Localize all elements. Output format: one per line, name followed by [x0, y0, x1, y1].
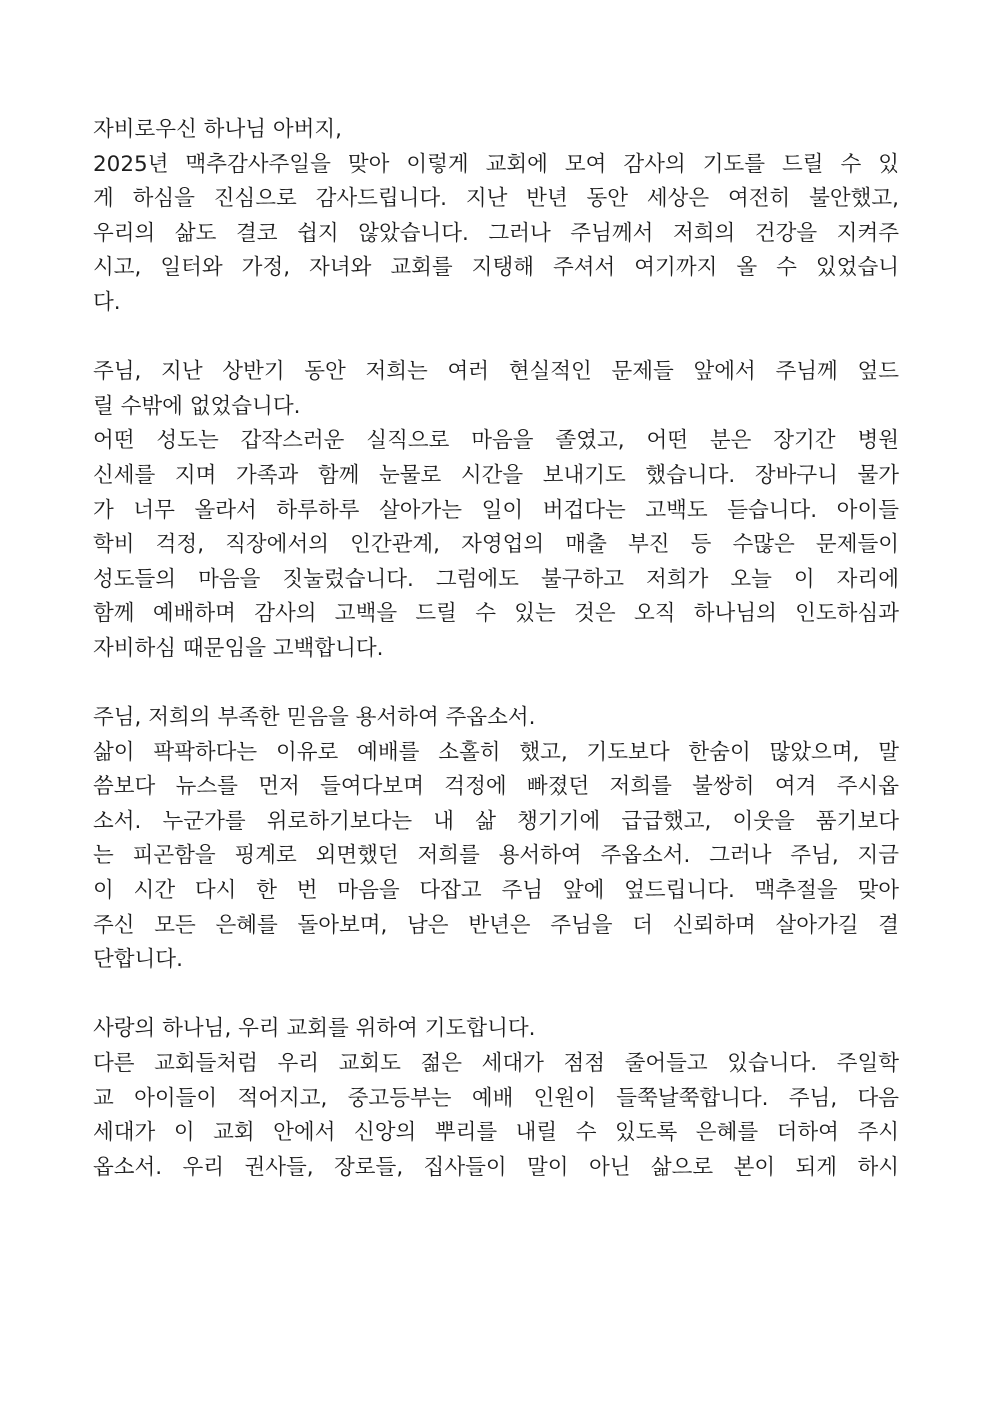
paragraph-spacer	[93, 978, 899, 1013]
text-line: 주님, 저희의 부족한 믿음을 용서하여 주옵소서.	[93, 705, 536, 731]
text-line: 자비하심 때문임을 고백합니다.	[93, 635, 384, 661]
text-line: 릴 수밖에 없었습니다.	[93, 393, 301, 419]
text-line: 우리의 삶도 결코 쉽지 않았습니다. 그러나 주님께서 저희의 건강을 지켜주	[93, 220, 899, 246]
text-line: 주신 모든 은혜를 돌아보며, 남은 반년은 주님을 더 신뢰하며 살아가길 결	[93, 912, 899, 938]
text-line: 다.	[93, 289, 121, 315]
text-line: 삶이 팍팍하다는 이유로 예배를 소홀히 했고, 기도보다 한숨이 많았으며, 말	[93, 739, 899, 765]
prayer-paragraph	[93, 355, 899, 666]
paragraph-spacer	[93, 667, 899, 702]
text-line: 시고, 일터와 가정, 자녀와 교회를 지탱해 주셔서 여기까지 올 수 있었습니	[93, 255, 899, 281]
text-line: 성도들의 마음을 짓눌렀습니다. 그럼에도 불구하고 저희가 오늘 이 자리에	[93, 566, 899, 592]
prayer-paragraph	[93, 1012, 899, 1185]
text-line: 신세를 지며 가족과 함께 눈물로 시간을 보내기도 했습니다. 장바구니 물가	[93, 462, 899, 488]
text-line: 다른 교회들처럼 우리 교회도 젊은 세대가 점점 줄어들고 있습니다. 주일학	[93, 1051, 899, 1077]
text-line: 옵소서. 우리 권사들, 장로들, 집사들이 말이 아닌 삶으로 본이 되게 하시	[93, 1154, 899, 1180]
paragraph-spacer	[93, 321, 899, 356]
text-line: 는 피곤함을 핑계로 외면했던 저희를 용서하여 주옵소서. 그러나 주님, 지금	[93, 843, 899, 869]
prayer-paragraph	[93, 701, 899, 978]
text-line: 세대가 이 교회 안에서 신앙의 뿌리를 내릴 수 있도록 은혜를 더하여 주시	[93, 1120, 899, 1146]
text-line: 교 아이들이 적어지고, 중고등부는 예배 인원이 들쭉날쭉합니다. 주님, 다음	[93, 1085, 899, 1111]
text-line: 이 시간 다시 한 번 마음을 다잡고 주님 앞에 엎드립니다. 맥추절을 맞아	[93, 878, 899, 904]
text-line: 가 너무 올라서 하루하루 살아가는 일이 버겁다는 고백도 듣습니다. 아이들	[93, 497, 899, 523]
text-line: 씀보다 뉴스를 먼저 들여다보며 걱정에 빠졌던 저희를 불쌍히 여겨 주시옵	[93, 774, 899, 800]
text-line: 자비로우신 하나님 아버지,	[93, 117, 342, 142]
document-page	[93, 113, 899, 1185]
text-line: 주님, 지난 상반기 동안 저희는 여러 현실적인 문제들 앞에서 주님께 엎드	[93, 359, 899, 385]
text-line: 어떤 성도는 갑작스러운 실직으로 마음을 졸였고, 어떤 분은 장기간 병원	[93, 428, 899, 454]
text-line: 게 하심을 진심으로 감사드립니다. 지난 반년 동안 세상은 여전히 불안했고,	[93, 186, 899, 212]
text-line: 사랑의 하나님, 우리 교회를 위하여 기도합니다.	[93, 1016, 536, 1042]
prayer-paragraph	[93, 113, 899, 321]
text-line: 소서. 누군가를 위로하기보다는 내 삶 챙기기에 급급했고, 이웃을 품기보다	[93, 808, 899, 834]
text-line: 함께 예배하며 감사의 고백을 드릴 수 있는 것은 오직 하나님의 인도하심과	[93, 601, 899, 627]
text-line: 학비 걱정, 직장에서의 인간관계, 자영업의 매출 부진 등 수많은 문제들이	[93, 532, 899, 558]
text-line: 2025년 맥추감사주일을 맞아 이렇게 교회에 모여 감사의 기도를 드릴 수 있	[93, 151, 899, 177]
text-line: 단합니다.	[93, 947, 183, 973]
